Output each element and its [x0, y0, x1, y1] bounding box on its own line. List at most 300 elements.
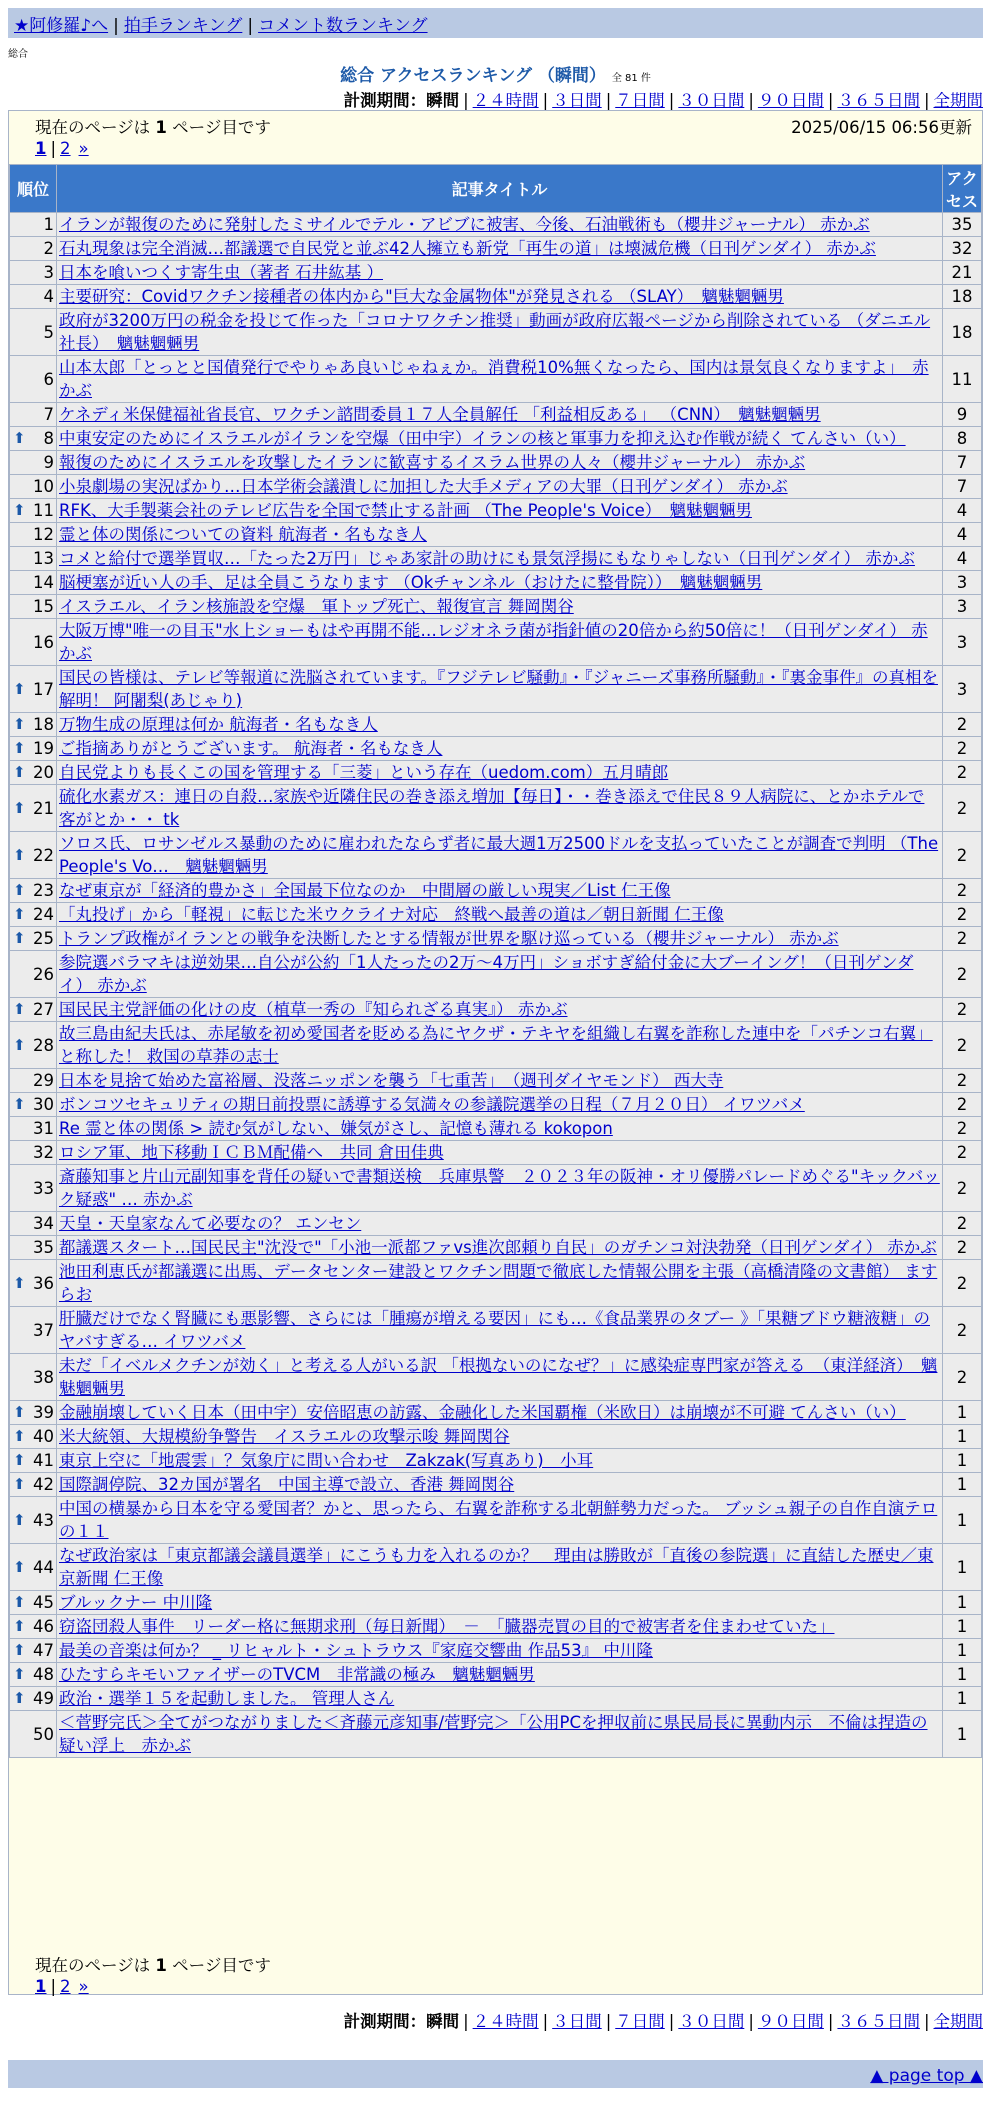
- access-count: 32: [943, 237, 981, 260]
- title-cell: [57, 571, 942, 594]
- updated-timestamp: 2025/06/15 06:56更新: [791, 118, 972, 137]
- title-cell: [57, 998, 942, 1021]
- title-cell: [57, 1165, 942, 1211]
- access-count: 2: [943, 951, 981, 997]
- page-status-page: 1: [155, 118, 167, 137]
- title-cell: [57, 879, 942, 902]
- article-link[interactable]: ブルックナー 中川隆: [59, 1593, 213, 1612]
- article-link[interactable]: 未だ「イベルメクチンが効く」と考える人がいる訳 「根拠ないのになぜ？」に感染症専門家が答える （東洋経済） 魑魅魍魎男: [59, 1356, 938, 1398]
- period-link-24h[interactable]: ２４時間: [472, 91, 539, 110]
- article-link[interactable]: 斎藤知事と片山元副知事を背任の疑いで書類送検 兵庫県警 ２０２３年の阪神・オリ優勝パレードめぐる"キックバック疑惑" … 赤かぶ: [59, 1167, 940, 1209]
- access-count: 2: [943, 1307, 981, 1353]
- page-top-link[interactable]: ▲ page top ▲: [870, 2066, 983, 2086]
- up-arrow-icon: ⬆: [13, 679, 26, 698]
- article-link[interactable]: 米大統領、大規模紛争警告 イスラエルの攻撃示唆 舞岡関谷: [59, 1427, 510, 1446]
- table-row: [10, 1236, 981, 1259]
- rank-number: 6: [43, 369, 54, 389]
- rank-cell: [10, 285, 56, 308]
- up-arrow-icon: ⬆: [13, 1641, 26, 1659]
- rank-cell: [10, 1236, 56, 1259]
- article-link[interactable]: ボンコツセキュリティの期日前投票に誘導する気満々の参議院選挙の日程（７月２０日） イワツバメ: [59, 1095, 805, 1114]
- title-cell: [57, 1497, 942, 1543]
- table-row: [10, 451, 981, 474]
- table-row: [10, 713, 981, 736]
- title-cell: [57, 1711, 942, 1757]
- article-link[interactable]: トランプ政権がイランとの戦争を決断したとする情報が世界を駆け巡っている（櫻井ジャーナル） 赤かぶ: [59, 929, 839, 948]
- article-link[interactable]: 主要研究：Covidワクチン接種者の体内から"巨大な金属物体"が発見される （SLAY） 魑魅魍魎男: [59, 287, 784, 306]
- rank-number: 50: [33, 1724, 54, 1744]
- article-link[interactable]: イランが報復のために発射したミサイルでテル・アビブに被害、今後、石油戦術も（櫻井ジャーナル） 赤かぶ: [59, 215, 870, 234]
- access-count: 18: [943, 285, 981, 308]
- rank-number: 3: [43, 263, 54, 282]
- title-cell: [57, 1212, 942, 1235]
- article-link[interactable]: 金融崩壊していく日本（田中宇）安倍昭恵の訪露、金融化した米国覇権（米欧日）は崩壊が不可避 てんさい（い）: [59, 1403, 906, 1422]
- period-link-7d[interactable]: ７日間: [615, 2012, 665, 2031]
- title-cell: [57, 832, 942, 878]
- access-count: 18: [943, 309, 981, 355]
- rank-number: 21: [33, 798, 54, 818]
- title-cell: [57, 1639, 942, 1662]
- up-arrow-icon: ⬆: [13, 715, 26, 733]
- table-row: [10, 1165, 981, 1211]
- period-link-all[interactable]: 全期間: [933, 2012, 983, 2031]
- title-cell: [57, 619, 942, 665]
- access-count: 3: [943, 571, 981, 594]
- period-selector-bottom: 計測期間：瞬間 | ２４時間 | ３日間 | ７日間 | ３０日間 | ９０日間 | ３６５日間 | 全期間: [343, 2012, 983, 2031]
- rank-number: 27: [33, 1000, 54, 1019]
- article-link[interactable]: なぜ政治家は「東京都議会議員選挙」にこうも力を入れるのか？ 理由は勝敗が「直後の参院選」に直結した歴史／東京新聞 仁王像: [59, 1546, 934, 1588]
- table-row: [10, 403, 981, 426]
- article-link[interactable]: 政治・選挙１５を起動しました。 管理人さん: [59, 1689, 395, 1708]
- table-row: [10, 1212, 981, 1235]
- title-cell: [57, 1687, 942, 1710]
- access-count: 2: [943, 1093, 981, 1116]
- table-row: [10, 571, 981, 594]
- up-arrow-icon: ⬆: [13, 798, 26, 817]
- rank-number: 38: [33, 1367, 54, 1387]
- article-link[interactable]: 天皇・天皇家なんて必要なの？ エンセン: [59, 1214, 362, 1233]
- up-arrow-icon: ⬆: [13, 1510, 26, 1529]
- rank-cell: [10, 1141, 56, 1164]
- page-status-bottom: [35, 1952, 271, 1996]
- title-cell: [57, 237, 942, 260]
- access-count: 7: [943, 475, 981, 498]
- up-arrow-icon: ⬆: [13, 1035, 26, 1054]
- up-arrow-icon: ⬆: [13, 1617, 26, 1635]
- access-count: 1: [943, 1473, 981, 1496]
- title-cell: [57, 1022, 942, 1068]
- rank-cell: [10, 619, 56, 665]
- article-link[interactable]: 都議選スタート…国民民主"沈没で"「小池一派都ファvs進次郎頼り自民」のガチンコ対決勃発（日刊ゲンダイ） 赤かぶ: [59, 1238, 937, 1257]
- comment-ranking-link[interactable]: コメント数ランキング: [258, 16, 428, 36]
- rank-number: 25: [33, 929, 54, 948]
- article-link[interactable]: 「丸投げ」から「軽視」に転じた米ウクライナ対応 終戦へ最善の道は／朝日新聞 仁王像: [59, 905, 724, 924]
- period-link-365d[interactable]: ３６５日間: [837, 2012, 920, 2031]
- rank-cell: [10, 237, 56, 260]
- title-cell: [57, 1307, 942, 1353]
- up-arrow-icon: ⬆: [13, 1475, 26, 1493]
- access-count: 4: [943, 499, 981, 522]
- rank-number: 35: [33, 1238, 54, 1257]
- table-row: [10, 903, 981, 926]
- page-link-1[interactable]: 1: [35, 1977, 47, 1996]
- access-count: 2: [943, 879, 981, 902]
- page-link-2[interactable]: 2: [60, 139, 71, 158]
- rank-number: 34: [33, 1214, 54, 1233]
- article-link[interactable]: 脳梗塞が近い人の手、足は全員こうなります （Okチャンネル（おけたに整骨院）） 魑魅魍魎男: [59, 573, 763, 592]
- rank-cell: [10, 1711, 56, 1757]
- rank-cell: [10, 1687, 56, 1710]
- clap-ranking-link[interactable]: 拍手ランキング: [123, 16, 243, 36]
- rank-number: 17: [33, 679, 54, 699]
- access-count: 11: [943, 356, 981, 402]
- rank-cell: [10, 737, 56, 760]
- period-selector-top: 計測期間：瞬間 | ２４時間 | ３日間 | ７日間 | ３０日間 | ９０日間 | ３６５日間 | 全期間: [343, 91, 983, 110]
- article-link[interactable]: 大阪万博"唯一の目玉"水上ショーもはや再開不能…レジオネラ菌が指針値の20倍から約50倍に！（日刊ゲンダイ） 赤かぶ: [59, 621, 928, 663]
- title-cell: [57, 1141, 942, 1164]
- rank-number: 26: [33, 964, 54, 984]
- rank-cell: [10, 832, 56, 878]
- article-link[interactable]: 肝臓だけでなく腎臓にも悪影響、さらには「腫瘍が増える要因」にも…《食品業界のタブー 》「果糖ブドウ糖液糖」のヤバすぎる… イワツバメ: [59, 1309, 930, 1351]
- table-row: [10, 666, 981, 712]
- header-title: 記事タイトル: [57, 165, 942, 212]
- article-link[interactable]: 万物生成の原理は何か 航海者・名もなき人: [59, 715, 378, 734]
- rank-number: 33: [33, 1178, 54, 1198]
- table-row: [10, 998, 981, 1021]
- title-cell: [57, 1473, 942, 1496]
- rank-number: 5: [43, 322, 54, 342]
- period-link-90d[interactable]: ９０日間: [757, 2012, 824, 2031]
- article-link[interactable]: 日本を喰いつくす寄生虫（著者 石井紘基 ）: [59, 263, 383, 282]
- rank-number: 10: [33, 477, 54, 496]
- access-count: 21: [943, 261, 981, 284]
- next-page-link[interactable]: »: [78, 139, 89, 158]
- article-link[interactable]: 霊と体の関係についての資料 航海者・名もなき人: [59, 525, 427, 544]
- rank-number: 8: [43, 429, 54, 448]
- pager: 1 | 2 »: [35, 1977, 89, 1996]
- title-cell: [57, 1425, 942, 1448]
- bottom-bar: [8, 2060, 983, 2088]
- title-cell: [57, 737, 942, 760]
- title-cell: [57, 1236, 942, 1259]
- article-link[interactable]: ご指摘ありがとうございます。 航海者・名もなき人: [59, 739, 443, 758]
- period-link-30d[interactable]: ３０日間: [678, 91, 745, 110]
- article-link[interactable]: 中国の横暴から日本を守る愛国者？かと、思ったら、右翼を詐称する北朝鮮勢力だった。 ブッシュ親子の自作自演テロの１１: [59, 1499, 938, 1541]
- table-row: [10, 1639, 981, 1662]
- article-link[interactable]: 故三島由紀夫氏は、赤尾敏を初め愛国者を貶める為にヤクザ・テキヤを組織し右翼を詐称した連中を「パチンコ右翼」と称した！ 救国の草莽の志士: [59, 1024, 933, 1066]
- rank-number: 48: [33, 1665, 54, 1684]
- rank-cell: [10, 1615, 56, 1638]
- up-arrow-icon: ⬆: [13, 881, 26, 899]
- rank-number: 11: [33, 501, 54, 520]
- table-row: [10, 523, 981, 546]
- table-row: [10, 547, 981, 570]
- page-status-prefix: 現在のページは: [35, 118, 151, 137]
- rank-number: 13: [33, 549, 54, 568]
- up-arrow-icon: ⬆: [13, 1403, 26, 1421]
- article-link[interactable]: なぜ東京が「経済的豊かさ」全国最下位なのか 中間層の厳しい現実／List 仁王像: [59, 881, 671, 900]
- access-count: 1: [943, 1615, 981, 1638]
- rank-number: 7: [43, 405, 54, 424]
- rank-cell: [10, 1354, 56, 1400]
- period-current: 瞬間: [426, 2012, 460, 2031]
- period-link-all[interactable]: 全期間: [933, 91, 983, 110]
- up-arrow-icon: ⬆: [13, 1427, 26, 1445]
- rank-cell: [10, 403, 56, 426]
- access-count: 3: [943, 666, 981, 712]
- table-row: [10, 1093, 981, 1116]
- access-count: 4: [943, 547, 981, 570]
- period-link-90d[interactable]: ９０日間: [757, 91, 824, 110]
- access-count: 2: [943, 832, 981, 878]
- access-count: 1: [943, 1687, 981, 1710]
- next-page-link[interactable]: »: [78, 1977, 89, 1996]
- article-link[interactable]: ケネディ米保健福祉省長官、ワクチン諮問委員１７人全員解任 「利益相反ある」 （CNN） 魑魅魍魎男: [59, 405, 821, 424]
- table-row: [10, 1449, 981, 1472]
- title-cell: [57, 403, 942, 426]
- table-row: [10, 356, 981, 402]
- item-count: 全 81 件: [611, 73, 651, 84]
- rank-cell: [10, 261, 56, 284]
- rank-cell: [10, 1165, 56, 1211]
- title-cell: [57, 785, 942, 831]
- article-link[interactable]: ロシア軍、地下移動ＩＣＢＭ配備へ 共同 倉田佳典: [59, 1143, 444, 1162]
- article-link[interactable]: 参院選バラマキは逆効果…自公が公約「1人たったの2万～4万円」ショボすぎ給付金に大ブーイング！（日刊ゲンダイ） 赤かぶ: [59, 953, 914, 995]
- title-cell: [57, 356, 942, 402]
- access-count: 2: [943, 1117, 981, 1140]
- article-link[interactable]: 小泉劇場の実況ばかり…日本学術会議潰しに加担した大手メディアの大罪（日刊ゲンダイ） 赤かぶ: [59, 477, 788, 496]
- table-row: [10, 1473, 981, 1496]
- table-row: [10, 1711, 981, 1757]
- article-link[interactable]: イスラエル、イラン核施設を空爆 軍トップ死亡、報復宣言 舞岡関谷: [59, 597, 574, 616]
- rank-number: 18: [33, 715, 54, 734]
- period-link-3d[interactable]: ３日間: [552, 2012, 602, 2031]
- table-row: [10, 737, 981, 760]
- article-link[interactable]: 硫化水素ガス：連日の自殺…家族や近隣住民の巻き添え増加【毎日】・・巻き添えで住民８９人病院に、とかホテルで客がとか・・ tk: [59, 787, 925, 829]
- rank-cell: [10, 879, 56, 902]
- rank-cell: [10, 1307, 56, 1353]
- rank-number: 15: [33, 597, 54, 616]
- title-cell: [57, 713, 942, 736]
- rank-cell: [10, 427, 56, 450]
- article-link[interactable]: 窃盗団殺人事件 リーダー格に無期求刑（毎日新聞） － 「臓器売買の目的で被害者を住まわせていた」: [59, 1617, 835, 1636]
- title-cell: [57, 1260, 942, 1306]
- article-link[interactable]: RFK、大手製薬会社のテレビ広告を全国で禁止する計画 （The People's Voice） 魑魅魍魎男: [59, 501, 752, 520]
- up-arrow-icon: ⬆: [13, 1557, 26, 1576]
- up-arrow-icon: ⬆: [13, 429, 26, 447]
- table-row: [10, 261, 981, 284]
- article-link[interactable]: 国際調停院、32カ国が署名 中国主導で設立、香港 舞岡関谷: [59, 1475, 515, 1494]
- table-row: [10, 237, 981, 260]
- page-status-suffix: ページ目です: [172, 118, 271, 137]
- header-access: アクセス: [943, 165, 981, 212]
- rank-cell: [10, 1425, 56, 1448]
- title-cell: [57, 475, 942, 498]
- table-row: [10, 427, 981, 450]
- table-row: [10, 213, 981, 236]
- article-link[interactable]: ソロス氏、ロサンゼルス暴動のために雇われたならず者に最大週1万2500ドルを支払っていたことが調査で判明 （The People's Vo… 魑魅魍魎男: [59, 834, 939, 876]
- period-link-30d[interactable]: ３０日間: [678, 2012, 745, 2031]
- rank-cell: [10, 761, 56, 784]
- page-status-top: [35, 114, 271, 158]
- access-count: 1: [943, 1663, 981, 1686]
- table-row: [10, 619, 981, 665]
- rank-cell: [10, 547, 56, 570]
- rank-number: 40: [33, 1427, 54, 1446]
- rank-number: 23: [33, 881, 54, 900]
- table-row: [10, 951, 981, 997]
- rank-cell: [10, 356, 56, 402]
- table-row: [10, 1354, 981, 1400]
- rank-number: 47: [33, 1641, 54, 1660]
- table-header-row: [10, 165, 981, 212]
- article-link[interactable]: 石丸現象は完全消滅…都議選で自民党と並ぶ42人擁立も新党「再生の道」は壊滅危機（日刊ゲンダイ） 赤かぶ: [59, 239, 876, 258]
- rank-cell: [10, 785, 56, 831]
- article-link[interactable]: ひたすらキモいファイザーのTVCM 非常識の極み 魑魅魍魎男: [59, 1665, 535, 1684]
- rank-cell: [10, 1663, 56, 1686]
- up-arrow-icon: ⬆: [13, 1095, 26, 1113]
- rank-cell: [10, 1639, 56, 1662]
- home-link[interactable]: ★阿修羅♪へ: [14, 16, 109, 36]
- table-row: [10, 1425, 981, 1448]
- rank-cell: [10, 666, 56, 712]
- rank-cell: [10, 1591, 56, 1614]
- up-arrow-icon: ⬆: [13, 763, 26, 781]
- top-nav: [8, 8, 983, 38]
- article-link[interactable]: Re 霊と体の関係 > 読む気がしない、嫌気がさし、記憶も薄れる kokopon: [59, 1119, 613, 1138]
- title-cell: [57, 523, 942, 546]
- access-count: 2: [943, 713, 981, 736]
- rank-cell: [10, 475, 56, 498]
- title-cell: [57, 1663, 942, 1686]
- period-link-3d[interactable]: ３日間: [552, 91, 602, 110]
- rank-cell: [10, 499, 56, 522]
- rank-number: 20: [33, 763, 54, 782]
- up-arrow-icon: ⬆: [13, 905, 26, 923]
- up-arrow-icon: ⬆: [13, 845, 26, 864]
- up-arrow-icon: ⬆: [13, 1665, 26, 1683]
- title-cell: [57, 285, 942, 308]
- title-cell: [57, 1615, 942, 1638]
- period-current: 瞬間: [426, 91, 460, 110]
- article-link[interactable]: コメと給付で選挙買収…「たった2万円」じゃあ家計の助けにも景気浮揚にもなりゃしない（日刊ゲンダイ） 赤かぶ: [59, 549, 915, 568]
- rank-cell: [10, 713, 56, 736]
- up-arrow-icon: ⬆: [13, 1689, 26, 1707]
- rank-number: 36: [33, 1273, 54, 1293]
- access-count: 1: [943, 1639, 981, 1662]
- access-count: 2: [943, 785, 981, 831]
- title-cell: [57, 666, 942, 712]
- rank-cell: [10, 927, 56, 950]
- table-row: [10, 1260, 981, 1306]
- ranking-table: [9, 164, 982, 1758]
- access-count: 1: [943, 1711, 981, 1757]
- article-link[interactable]: 国民の皆様は、テレビ等報道に洗脳されています。『フジテレビ騒動』・『ジャニーズ事務所騒動』・『裏金事件』の真相を解明！ 阿闍梨(あじゃり): [59, 668, 938, 710]
- access-count: 2: [943, 1212, 981, 1235]
- table-row: [10, 1497, 981, 1543]
- title-cell: [57, 595, 942, 618]
- title-cell: [57, 547, 942, 570]
- up-arrow-icon: ⬆: [13, 501, 26, 519]
- rank-cell: [10, 1093, 56, 1116]
- period-link-24h[interactable]: ２４時間: [472, 2012, 539, 2031]
- article-link[interactable]: 中東安定のためにイスラエルがイランを空爆（田中宇）イランの核と軍事力を抑え込む作戦が続く てんさい（い）: [59, 429, 906, 448]
- article-link[interactable]: 自民党よりも長くこの国を管理する「三菱」という存在（uedom.com）五月晴郎: [59, 763, 669, 782]
- rank-number: 32: [33, 1143, 54, 1162]
- table-row: [10, 309, 981, 355]
- page-link-2[interactable]: 2: [60, 1977, 71, 1996]
- table-row: [10, 1117, 981, 1140]
- table-row: [10, 879, 981, 902]
- page-status-suffix: ページ目です: [172, 1956, 271, 1975]
- rank-number: 30: [33, 1095, 54, 1114]
- period-link-7d[interactable]: ７日間: [615, 91, 665, 110]
- up-arrow-icon: ⬆: [13, 1000, 26, 1018]
- title-cell: [57, 903, 942, 926]
- rank-cell: [10, 1260, 56, 1306]
- article-link[interactable]: 東京上空に「地震雲」？気象庁に問い合わせ Zakzak(写真あり) 小耳: [59, 1451, 594, 1470]
- rank-number: 42: [33, 1475, 54, 1494]
- access-count: 2: [943, 927, 981, 950]
- title-cell: [57, 927, 942, 950]
- access-count: 2: [943, 903, 981, 926]
- title-cell: [57, 309, 942, 355]
- table-row: [10, 1069, 981, 1092]
- article-link[interactable]: 池田利恵氏が都議選に出馬、データセンター建設とワクチン問題で徹底した情報公開を主張（高橋清隆の文書館） ますらお: [59, 1262, 938, 1304]
- rank-cell: [10, 213, 56, 236]
- article-link[interactable]: ＜菅野完氏＞全てがつながりました＜斉藤元彦知事/菅野完＞「公用PCを押収前に県民局長に異動内示 不倫は捏造の疑い浮上 赤かぶ: [59, 1713, 928, 1755]
- period-link-365d[interactable]: ３６５日間: [837, 91, 920, 110]
- rank-number: 9: [43, 453, 54, 472]
- article-link[interactable]: 最美の音楽は何か？ _ リヒャルト・シュトラウス『家庭交響曲 作品53』 中川隆: [59, 1641, 653, 1660]
- access-count: 2: [943, 761, 981, 784]
- category-label: 総合: [8, 49, 28, 60]
- title-cell: [57, 261, 942, 284]
- table-row: [10, 785, 981, 831]
- table-row: [10, 1307, 981, 1353]
- rank-number: 2: [43, 239, 54, 258]
- article-link[interactable]: 政府が3200万円の税金を投じて作った「コロナワクチン推奨」動画が政府広報ページから削除されている （ダニエル社長） 魑魅魍魎男: [59, 311, 931, 353]
- nav-separator: |: [113, 16, 119, 36]
- rank-cell: [10, 1497, 56, 1543]
- article-link[interactable]: 山本太郎「とっとと国債発行でやりゃあ良いじゃねぇか。消費税10%無くなったら、国内は景気良くなりますよ」 赤かぶ: [59, 358, 929, 400]
- title-cell: [57, 951, 942, 997]
- up-arrow-icon: ⬆: [13, 929, 26, 947]
- access-count: 1: [943, 1497, 981, 1543]
- title-cell: [57, 1591, 942, 1614]
- rank-cell: [10, 951, 56, 997]
- article-link[interactable]: 報復のためにイスラエルを攻撃したイランに歓喜するイスラム世界の人々（櫻井ジャーナル） 赤かぶ: [59, 453, 806, 472]
- article-link[interactable]: 日本を見捨て始めた富裕層、没落ニッポンを襲う「七重苦」 （週刊ダイヤモンド） 西大寺: [59, 1071, 724, 1090]
- page-title-text: 総合 アクセスランキング （瞬間）: [340, 66, 606, 86]
- access-count: 3: [943, 619, 981, 665]
- article-link[interactable]: 国民民主党評価の化けの皮（植草一秀の『知られざる真実』） 赤かぶ: [59, 1000, 568, 1019]
- rank-number: 41: [33, 1451, 54, 1470]
- access-count: 2: [943, 1141, 981, 1164]
- access-count: 1: [943, 1591, 981, 1614]
- table-row: [10, 761, 981, 784]
- rank-cell: [10, 1022, 56, 1068]
- rank-number: 46: [33, 1617, 54, 1636]
- title-cell: [57, 1544, 942, 1590]
- page-link-1[interactable]: 1: [35, 139, 47, 158]
- title-cell: [57, 427, 942, 450]
- period-label: 計測期間：: [343, 91, 427, 110]
- access-count: 2: [943, 1165, 981, 1211]
- table-row: [10, 1401, 981, 1424]
- access-count: 9: [943, 403, 981, 426]
- rank-cell: [10, 1473, 56, 1496]
